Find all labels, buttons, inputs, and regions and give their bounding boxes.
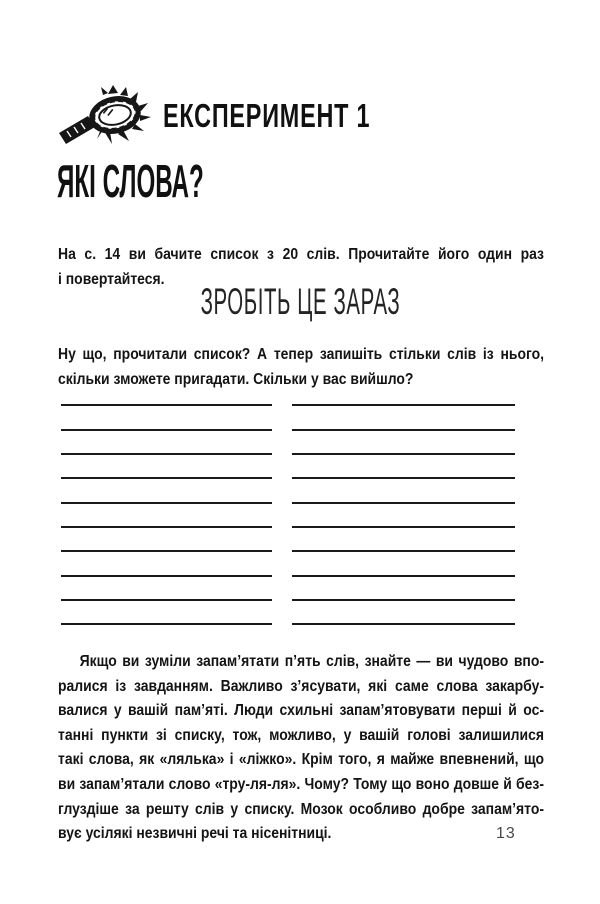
blank-line <box>292 528 515 552</box>
blank-line <box>61 577 272 601</box>
blank-line <box>292 455 515 479</box>
prompt-line: Ну що, прочитали список? А тепер запишіть стільки слів із нього, <box>58 346 544 363</box>
intro-line: і повертайтеся. <box>58 270 165 288</box>
blank-line <box>292 406 515 430</box>
conclusion-line: валися у вашій пам’яті. Люди схильні запам’ятовувати перші й ос- <box>58 702 544 720</box>
conclusion-line: глуздіше за решту слів у списку. Мозок особливо добре запам’ято- <box>58 800 544 818</box>
blank-line <box>292 431 515 455</box>
experiment-label: ЕКСПЕРИМЕНТ 1 <box>163 97 371 135</box>
blank-line <box>292 479 515 503</box>
conclusion-line: такі слова, як «лялька» і «ліжко». Крім того, я майже впевнений, що <box>58 751 544 769</box>
conclusion-paragraph <box>58 650 544 847</box>
blank-line <box>61 455 272 479</box>
conclusion-line: вує усілякі незвичні речі та нісенітниці. <box>58 825 332 843</box>
page-title: ЯКІ СЛОВА? <box>57 156 204 208</box>
blank-line <box>61 406 272 430</box>
answer-blanks <box>61 382 515 625</box>
blank-line <box>61 479 272 503</box>
intro-line: На с. 14 ви бачите список з 20 слів. Прочитайте його один раз <box>58 246 544 263</box>
conclusion-line: ви запам’ятали слово «тру-ля-ля». Чому? Тому що воно довше й без- <box>58 775 544 793</box>
blank-line <box>61 528 272 552</box>
conclusion-line: Якщо ви зуміли запам’ятати п’ять слів, знайте — ви чудово впо- <box>79 653 544 670</box>
conclusion-line: ралися із завданням. Важливо з’ясувати, які саме слова закарбу- <box>58 677 544 695</box>
blank-line <box>292 577 515 601</box>
magnifier-sparkle-icon <box>57 84 153 150</box>
do-it-now-callout <box>0 283 600 322</box>
blank-line <box>292 552 515 576</box>
blank-line <box>292 504 515 528</box>
experiment-header <box>57 84 429 150</box>
blank-line <box>61 601 272 625</box>
blank-line <box>61 552 272 576</box>
do-it-now-text: ЗРОБІТЬ ЦЕ ЗАРАЗ <box>200 281 400 323</box>
blank-line <box>61 504 272 528</box>
prompt-line: скільки зможете пригадати. Скільки у вас вийшло? <box>58 370 414 388</box>
blank-line <box>292 382 515 406</box>
page-number: 13 <box>496 825 516 842</box>
conclusion-line: танні пункти зі списку, тож, можливо, у вашій голові залишилися <box>58 726 544 744</box>
blank-line <box>61 382 272 406</box>
blank-line <box>61 431 272 455</box>
blank-line <box>292 601 515 625</box>
